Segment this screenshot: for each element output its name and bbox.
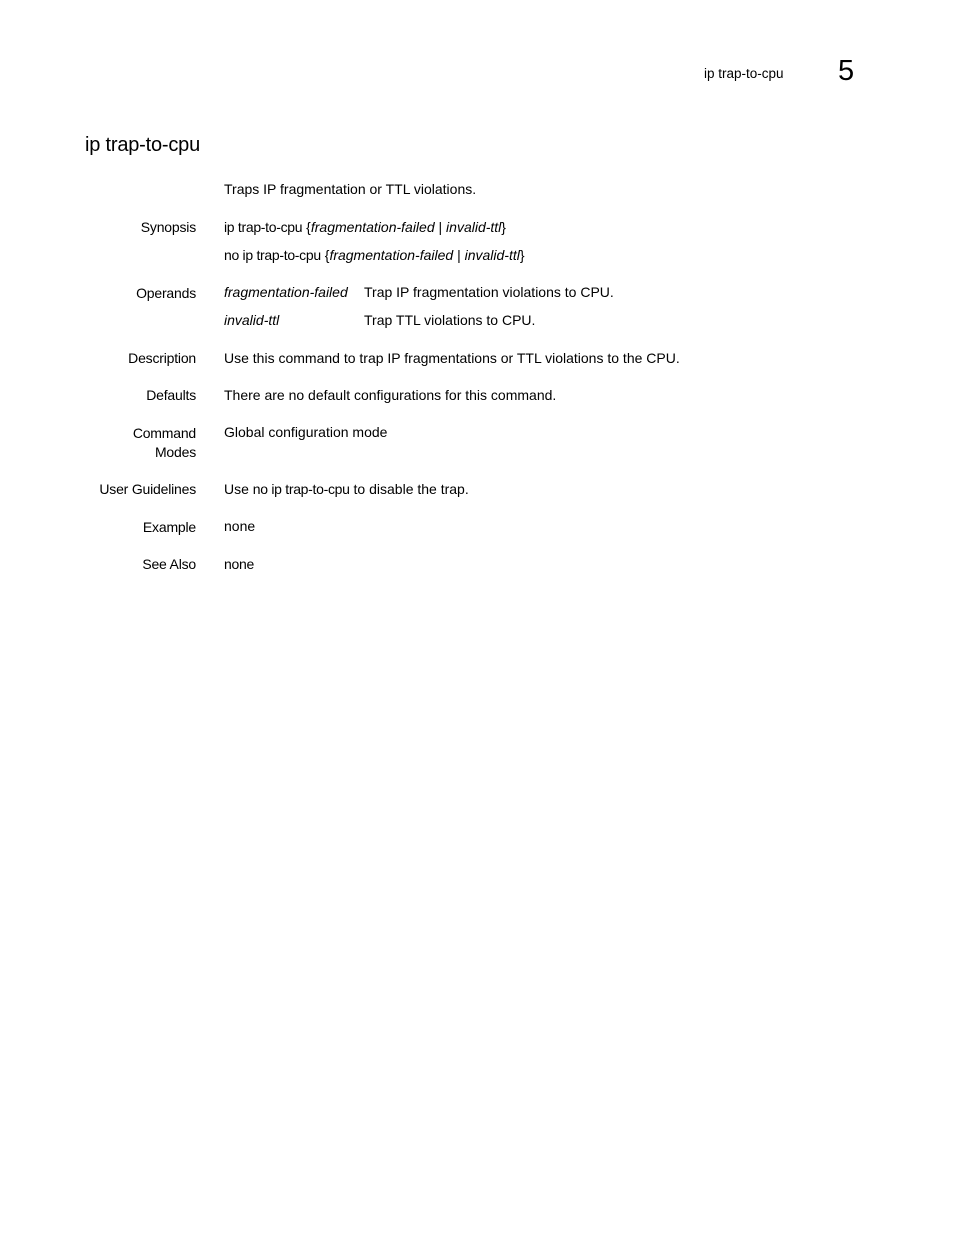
example-text: none <box>224 518 256 534</box>
synopsis-label: Synopsis <box>140 219 196 235</box>
command-modes-label-line-1: Command <box>132 425 196 441</box>
synopsis-brace-close: } <box>501 219 506 235</box>
user-guidelines-prefix: Use <box>224 481 253 497</box>
synopsis-line-2 <box>224 246 525 265</box>
description-text: Use this command to trap IP fragmentations or TTL violations to the CPU. <box>224 350 680 366</box>
synopsis-separator: | <box>453 247 465 263</box>
defaults-label: Defaults <box>146 387 196 403</box>
operand-desc-fragmentation-failed: Trap IP fragmentation violations to CPU. <box>364 284 614 300</box>
see-also-text: none <box>224 556 254 572</box>
user-guidelines-text <box>224 480 469 499</box>
user-guidelines-suffix: to disable the trap. <box>349 481 469 497</box>
synopsis-arg-invalid-ttl: invalid-ttl <box>446 219 502 235</box>
running-header-title: ip trap-to-cpu <box>704 66 784 81</box>
operand-name-invalid-ttl: invalid-ttl <box>224 312 280 328</box>
example-label: Example <box>142 519 196 535</box>
chapter-number: 5 <box>838 55 855 87</box>
synopsis-brace-open: { <box>320 247 330 263</box>
synopsis-brace-close: } <box>519 247 525 263</box>
operands-label: Operands <box>136 285 196 301</box>
operand-name-fragmentation-failed: fragmentation-failed <box>224 284 348 300</box>
user-guidelines-command: no ip trap-to-cpu <box>252 481 350 497</box>
synopsis-command: ip trap-to-cpu <box>224 219 303 235</box>
synopsis-arg-invalid-ttl: invalid-ttl <box>464 247 520 263</box>
synopsis-arg-fragmentation: fragmentation-failed <box>310 219 435 235</box>
defaults-text: There are no default configurations for this command. <box>224 387 557 403</box>
page-title: ip trap-to-cpu <box>85 134 201 156</box>
description-label: Description <box>128 350 196 366</box>
operand-desc-invalid-ttl: Trap TTL violations to CPU. <box>364 312 536 328</box>
synopsis-arg-fragmentation: fragmentation-failed <box>329 247 454 263</box>
command-modes-label-line-2: Modes <box>154 444 196 460</box>
summary-text: Traps IP fragmentation or TTL violations. <box>224 181 477 197</box>
synopsis-line-1 <box>224 218 506 237</box>
synopsis-brace-open: { <box>302 219 311 235</box>
command-modes-text: Global configuration mode <box>224 424 388 440</box>
see-also-label: See Also <box>142 556 196 572</box>
user-guidelines-label: User Guidelines <box>99 481 196 497</box>
synopsis-separator: | <box>434 219 447 235</box>
command-modes-label <box>133 424 196 462</box>
synopsis-no-command: no ip trap-to-cpu <box>224 247 321 263</box>
